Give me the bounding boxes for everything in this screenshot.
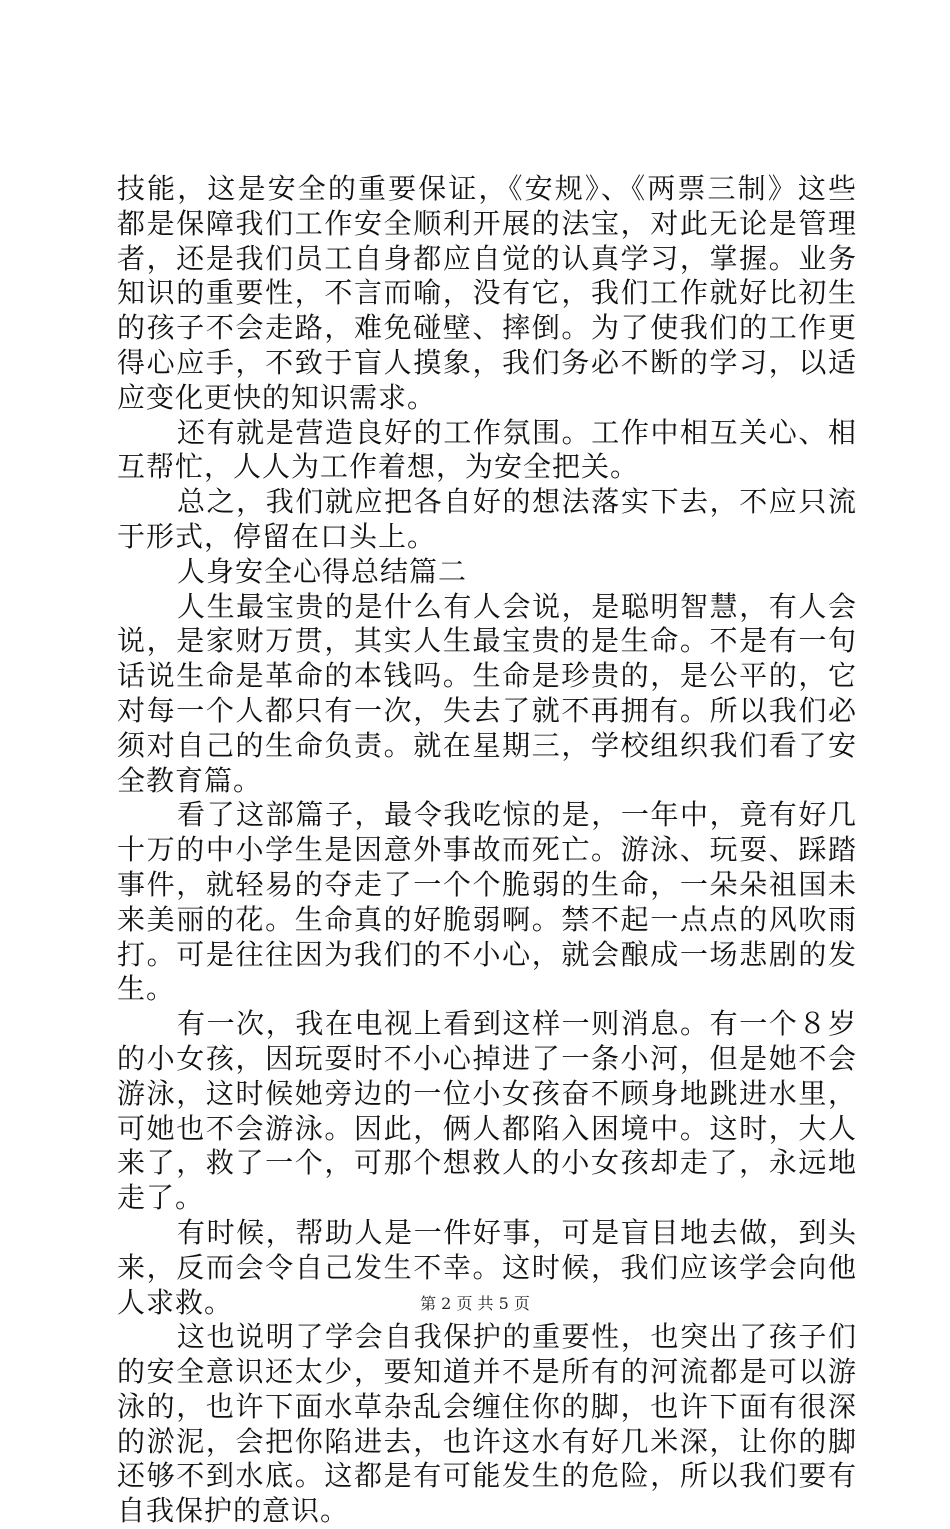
paragraph-continued: 技能，这是安全的重要保证，《安规》、《两票三制》这些都是保障我们工作安全顺利开展的法宝，对此无论是管理者，还是我们员工自身都应自觉的认真学习，掌握。业务知识的重要性，不言而喻，没有它，我们工作就好比初生的孩子不会走路，难免碰壁、摔倒。为了使我们的工作更得心应手，不致于盲人摸象，我们务必不断的学习，以适应变化更快的知识需求。 xyxy=(117,172,857,414)
section-heading: 人身安全心得总结篇二 xyxy=(177,554,468,588)
document-body xyxy=(117,172,857,1529)
page-number-footer: 第 2 页 共 5 页 xyxy=(420,1294,530,1313)
paragraph-tv-story: 有一次，我在电视上看到这样一则消息。有一个８岁的小女孩，因玩耍时不小心掉进了一条小河，但是她不会游泳，这时候她旁边的一位小女孩奋不顾身地跳进水里，可她也不会游泳。因此，俩人都陷入困境中。这时，大人来了，救了一个，可那个想救人的小女孩却走了，永远地走了。 xyxy=(117,1007,857,1215)
paragraph-life-precious: 人生最宝贵的是什么有人会说，是聪明智慧，有人会说，是家财万贯，其实人生最宝贵的是生命。不是有一句话说生命是革命的本钱吗。生命是珍贵的，是公平的，它对每一个人都只有一次，失去了就不再拥有。所以我们必须对自己的生命负责。就在星期三，学校组织我们看了安全教育篇。 xyxy=(117,589,857,797)
paragraph-work-atmosphere: 还有就是营造良好的工作氛围。工作中相互关心、相互帮忙，人人为工作着想，为安全把关。 xyxy=(117,415,857,484)
paragraph-helping-others: 有时候，帮助人是一件好事，可是盲目地去做，到头来，反而会令自己发生不幸。这时候，我们应该学会向他人求救。 xyxy=(117,1215,857,1319)
paragraph-self-protection: 这也说明了学会自我保护的重要性，也突出了孩子们的安全意识还太少，要知道并不是所有的河流都是可以游泳的，也许下面水草杂乱会缠住你的脚，也许下面有很深的淤泥，会把你陷进去，也许这水有好几米深，让你的脚还够不到水底。这都是有可能发生的危险，所以我们要有自我保护的意识。 xyxy=(117,1320,857,1528)
paragraph-film-reaction: 看了这部篇子，最令我吃惊的是，一年中，竟有好几十万的中小学生是因意外事故而死亡。游泳、玩耍、踩踏事件，就轻易的夺走了一个个脆弱的生命，一朵朵祖国未来美丽的花。生命真的好脆弱啊。禁不起一点点的风吹雨打。可是往往因为我们的不小心，就会酿成一场悲剧的发生。 xyxy=(117,798,857,1006)
paragraph-conclusion: 总之，我们就应把各自好的想法落实下去，不应只流于形式，停留在口头上。 xyxy=(117,485,857,553)
